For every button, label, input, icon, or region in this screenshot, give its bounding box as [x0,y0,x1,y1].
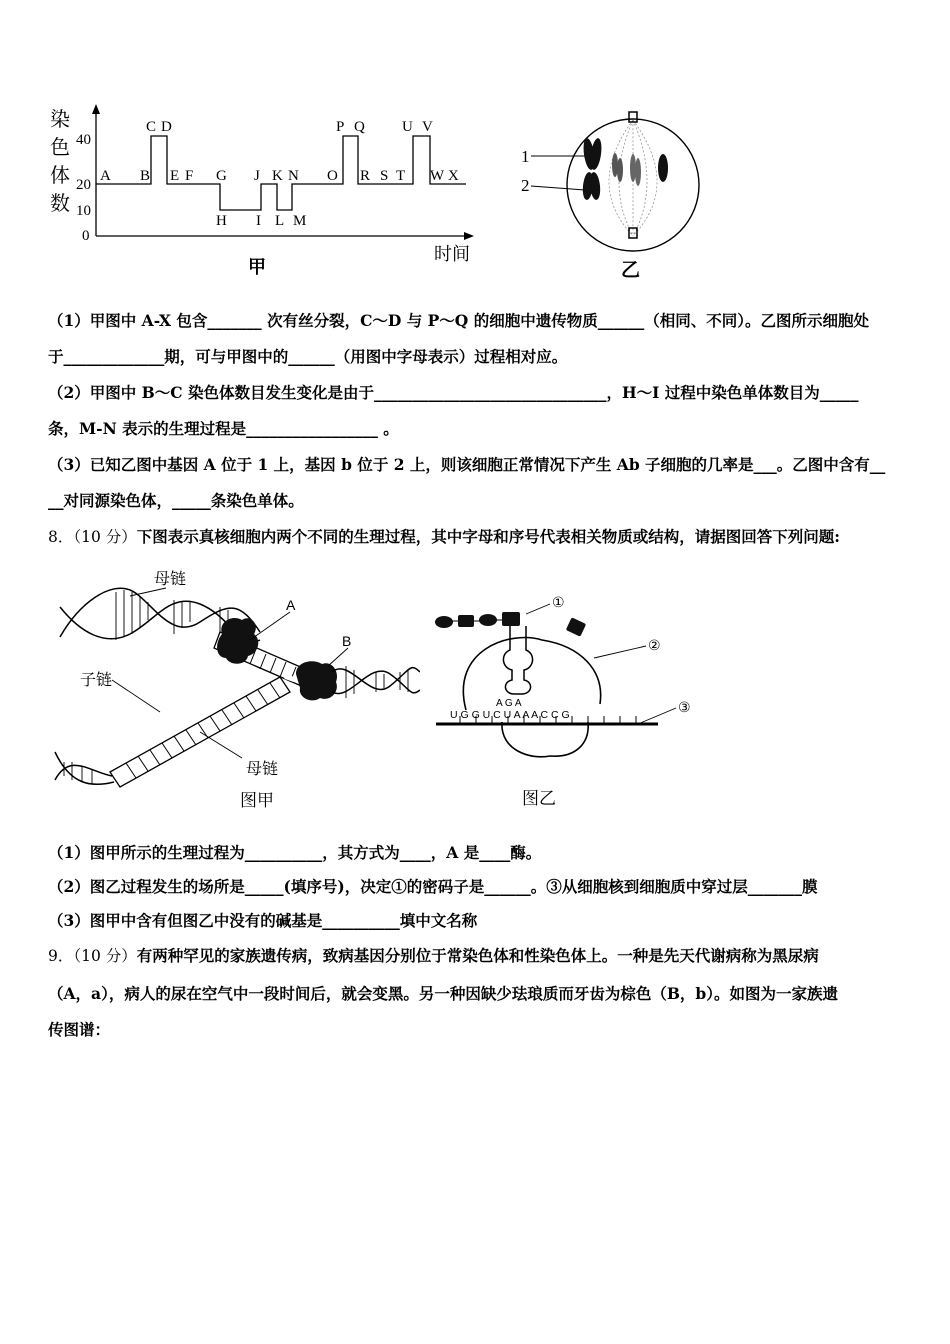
figure-caption-tu-jia: 图甲 [240,791,274,810]
y-axis-label-char: 体 [50,165,70,187]
point-letter-P: P [336,119,345,135]
point-letter-K: K [272,168,283,184]
label-daughter-strand: 子链 [80,672,113,689]
q8-number: 8．（10 分） [48,528,137,546]
point-letter-O: O [327,168,338,184]
q9-line2: （A，a），病人的尿在空气中一段时间后，就会变黑。另一种因缺少珐琅质而牙齿为棕色（B，b）。如图为一家族遗 [48,984,839,1003]
figure-dna-replication [50,562,420,817]
anticodon-label: A G A [496,698,522,709]
leader-line-2 [531,186,585,190]
point-letter-N: N [288,168,299,184]
x-axis-arrow [464,232,474,240]
label-enzyme-B: B [342,633,352,649]
point-letter-D: D [161,119,172,135]
y-tick-label: 0 [82,228,90,244]
point-letter-H: H [216,213,227,229]
y-tick-label: 10 [76,203,91,219]
label-mother-strand-top: 母链 [154,571,187,588]
point-letter-E: E [170,168,180,184]
point-letter-C: C [146,119,157,135]
point-letter-B: B [140,168,151,184]
label-enzyme-A: A [286,597,296,613]
q9-line3: 传图谱： [48,1020,111,1039]
y-tick-label: 40 [76,132,91,148]
point-letter-A: A [100,168,111,184]
label-mother-strand-bottom: 母链 [246,761,279,778]
y-axis-label-char: 色 [50,137,70,159]
q7-sub2-line1: （2）甲图中 B～C 染色体数目发生变化是由于______________________________，H～I 过程中染色单体数目为_____ [48,383,859,402]
q8-stem-text: 下图表示真核细胞内两个不同的生理过程，其中字母和序号代表相关物质或结构，请据图回答下列问题: [136,527,840,546]
point-letter-Q: Q [354,119,365,135]
y-tick-label: 20 [76,177,91,193]
q8-sub1: （1）图甲所示的生理过程为__________，其方式为____，A 是____酶。 [48,843,542,862]
enzyme-B [296,661,337,700]
point-letter-L: L [275,213,285,229]
point-letter-T: T [396,168,406,184]
q7-sub3-line2: __对同源染色体，_____条染色单体。 [48,491,304,510]
point-letter-X: X [448,168,459,184]
cell-label-2: 2 [521,176,530,195]
figure-caption-jia: 甲 [248,257,266,277]
point-letter-V: V [422,119,433,135]
y-axis-label-char: 数 [50,193,70,215]
polypeptide-chain [435,612,520,628]
point-letter-M: M [293,213,307,229]
q7-sub3-line1: （3）已知乙图中基因 A 位于 1 上，基因 b 位于 2 上，则该细胞正常情况下产生 Ab 子细胞的几率是___。乙图中含有__ [48,455,886,474]
point-letter-W: W [430,168,445,184]
label-circle-2: ② [648,637,661,653]
amino-acid-free [566,617,586,636]
ribosome-small-subunit [502,722,588,757]
point-letter-J: J [254,168,260,184]
y-axis-arrow [92,104,100,114]
figure-caption-tu-yi: 图乙 [522,789,556,808]
x-axis-label: 时间 [434,244,470,264]
q7-sub2-line2: 条，M-N 表示的生理过程是_________________ 。 [48,419,399,438]
q9-number: 9．（10 分） [48,947,137,965]
chromosomes [582,137,668,200]
point-letter-F: F [185,168,194,184]
mrna-sequence: U G G U C U A A A C C G [450,709,570,721]
trna [503,626,532,694]
point-letter-U: U [402,119,413,135]
q9-line1-text: 有两种罕见的家族遗传病，致病基因分别位于常染色体和性染色体上。一种是先天代谢病称为黑尿病 [136,946,819,965]
figure-translation [430,590,700,815]
q7-sub1-line1: （1）甲图中 A-X 包含_______ 次有丝分裂，C～D 与 P～Q 的细胞中遗传物质______（相同、不同）。乙图所示细胞处 [48,311,869,330]
point-letter-R: R [360,168,371,184]
figure-jia-chromosome-chart [40,100,480,280]
figure-caption-yi: 乙 [621,260,641,281]
figure-yi-cell-division [515,100,715,285]
q9-line1 [48,946,819,966]
point-letter-S: S [380,168,389,184]
cell-label-1: 1 [521,147,530,166]
ribosome-large-subunit [463,638,600,710]
point-letter-G: G [216,168,227,184]
q8-sub3: （3）图甲中含有但图乙中没有的碱基是__________填中文名称 [48,911,478,930]
y-axis-label-char: 染 [50,109,70,131]
point-letter-I: I [256,213,261,229]
q8-stem [48,527,840,547]
label-circle-1: ① [552,594,565,610]
label-circle-3: ③ [678,699,691,715]
q8-sub2: （2）图乙过程发生的场所是_____(填序号)，决定①的密码子是______。③从细胞核到细胞质中穿过层_______膜 [48,877,818,896]
q7-sub1-line2: 于_____________期，可与甲图中的______（用图中字母表示）过程相对应。 [48,347,568,366]
